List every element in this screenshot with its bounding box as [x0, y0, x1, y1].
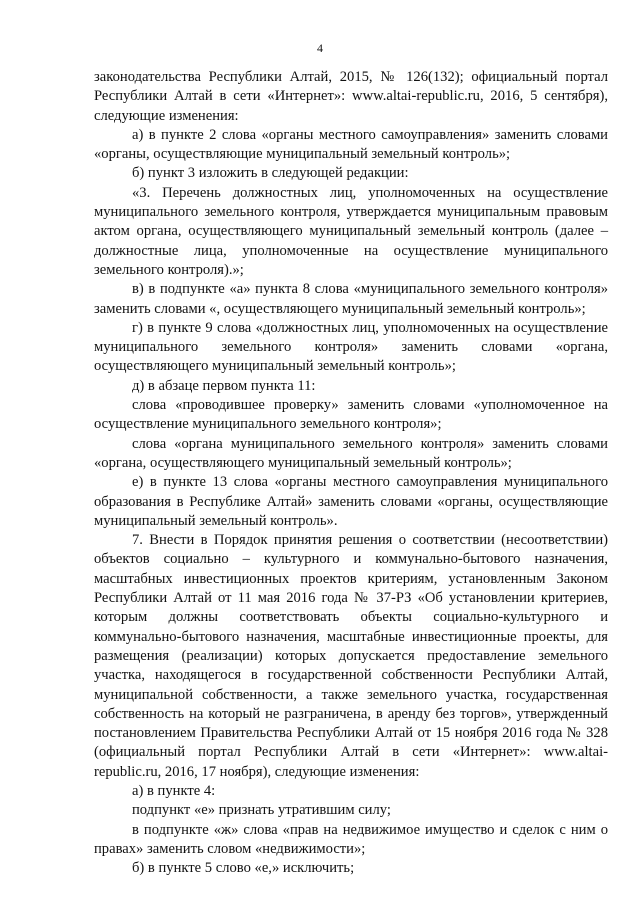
- paragraph: а) в пункте 2 слова «органы местного самоуправления» заменить словами «органы, осуществляющие муниципальный земельный контроль»;: [94, 126, 608, 163]
- document-body: [94, 68, 608, 878]
- paragraph: в) в подпункте «а» пункта 8 слова «муниципального земельного контроля» заменить словами «, осуществляющего муниципальный земельный контроль»;: [94, 281, 608, 317]
- paragraph: слова «органа муниципального земельного контроля» заменить словами «органа, осуществляющего муниципальный земельный контроль»;: [94, 435, 608, 471]
- paragraph: «3. Перечень должностных лиц, уполномоченных на осуществление муниципального земельного контроля, утверждается муниципальным правовым актом органа, осуществляющего муниципальный земельный контроль (далее – должностные лица, уполномоченные на осуществление муниципального земельного контроля).»;: [94, 184, 608, 278]
- paragraph: б) пункт 3 изложить в следующей редакции:: [132, 165, 409, 182]
- paragraph: г) в пункте 9 слова «должностных лиц, уполномоченных на осуществление муниципального земельного контроля» заменить словами «органа, осуществляющего муниципальный земельный контроль»;: [94, 319, 608, 375]
- paragraph: слова «проводившее проверку» заменить словами «уполномоченное на осуществление муниципального земельного контроля»;: [94, 397, 608, 433]
- paragraph: законодательства Республики Алтай, 2015, № 126(132); официальный портал Республики Алтай в сети «Интернет»: www.altai-republic.ru, 2016, 5 сентября), следующие изменения:: [94, 69, 608, 124]
- paragraph: в подпункте «ж» слова «прав на недвижимое имущество и сделок с ним о правах» заменить словом «недвижимости»;: [94, 821, 608, 857]
- paragraph: подпункт «е» признать утратившим силу;: [132, 802, 391, 819]
- page-number: 4: [317, 41, 323, 55]
- paragraph: б) в пункте 5 слово «е,» исключить;: [132, 860, 355, 877]
- paragraph: 7. Внести в Порядок принятия решения о соответствии (несоответствии) объектов социально – культурного и коммунально-бытового назначения, масштабных инвестиционных проектов критериям, установленным Законом Республики Алтай от 11 мая 2016 года № 37-РЗ «Об установлении критериев, которым должны соответствовать объекты социально-культурного и коммунально-бытового назначения, масштабные инвестиционные проекты, для размещения (реализации) которых допускается предоставление земельного участка, находящегося в государственной собственности Республики Алтай, муниципальной собственности, а также земельного участка, государственная собственность на который не разграничена, в аренду без торгов», утвержденный постановлением Правительства Республики Алтай от 15 ноября 2016 года № 328 (официальный портал Республики Алтай в сети «Интернет»: www.altai-republic.ru, 2016, 17 ноября), следующие изменения:: [94, 532, 608, 780]
- paragraph: д) в абзаце первом пункта 11:: [132, 377, 316, 394]
- paragraph: е) в пункте 13 слова «органы местного самоуправления муниципального образования в Республике Алтай» заменить словами «органы, осуществляющие муниципальный земельный контроль».: [94, 474, 608, 529]
- paragraph: а) в пункте 4:: [132, 782, 216, 799]
